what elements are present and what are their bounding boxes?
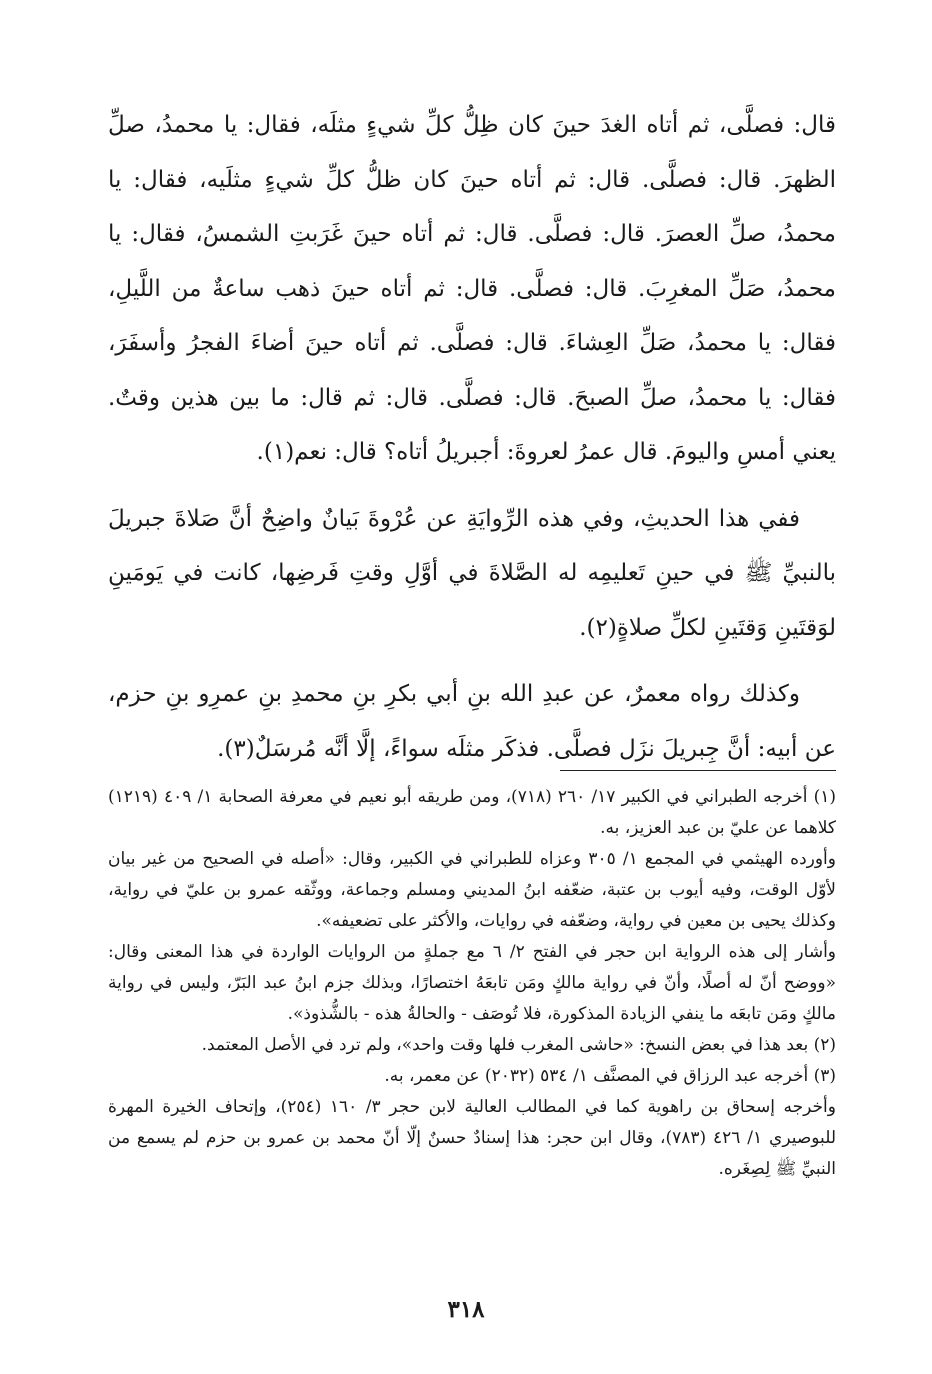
footnote-1-haythami: وأورده الهيثمي في المجمع ١/ ٣٠٥ وعزاه للطبراني في الكبير، وقال: «أصله في الصحيح من غير بيان لأوّل الوقت، وفيه أيوب بن عتبة، ضعّفه ابنُ المديني ومسلم وجماعة، ووثّقه عمرو بن عليّ في رواية، وكذلك يحيى بن معين في رواية، وضعّفه في روايات، والأكثر على تضعيفه».: [108, 849, 836, 931]
paragraph-mamar: وكذلك رواه معمرٌ، عن عبدِ الله بنِ أبي بكرِ بنِ محمدِ بنِ عمرِو بنِ حزم، عن أبيه: أنَّ جِبريلَ نزَل فصلَّى. فذكَر مثلَه سواءً، إلَّا أنَّه مُرسَلٌ(٣).: [108, 681, 836, 762]
footnote-1: (١) أخرجه الطبراني في الكبير ١٧/ ٢٦٠ (٧١٨)، ومن طريقه أبو نعيم في معرفة الصحابة ١/ ٤٠٩ (١٢١٩) كلاهما عن عليّ بن عبد العزيز، به.: [108, 787, 836, 838]
footnote-2: (٢) بعد هذا في بعض النسخ: «حاشى المغرب فلها وقت واحد»، ولم ترد في الأصل المعتمد.: [201, 1035, 836, 1055]
paragraph-hadith: قال: فصلَّى، ثم أتاه الغدَ حينَ كان ظِلُّ كلِّ شيءٍ مثلَه، فقال: يا محمدُ، صلِّ الظهرَ. قال: فصلَّى. قال: ثم أتاه حينَ كان ظلُّ كلِّ شيءٍ مثلَيه، فقال: يا محمدُ، صلِّ العصرَ. قال: فصلَّى. قال: ثم أتاه حينَ غَرَبتِ الشمسُ، فقال: يا محمدُ، صَلِّ المغرِبَ. قال: فصلَّى. قال: ثم أتاه حينَ ذهب ساعةٌ من اللَّيلِ، فقال: يا محمدُ، صَلِّ العِشاءَ. قال: فصلَّى. ثم أتاه حينَ أضاءَ الفجرُ وأسفَرَ، فقال: يا محمدُ، صلِّ الصبحَ. قال: فصلَّى. قال: ثم قال: ما بين هذين وقتٌ. يعني أمسِ واليومَ. قال عمرُ لعروةَ: أجبريلُ أتاه؟ قال: نعم(١).: [108, 112, 836, 465]
paragraph-commentary: ففي هذا الحديثِ، وفي هذه الرِّوايَةِ عن عُرْوةَ بَيانٌ واضِحٌ أنَّ صَلاةَ جبريلَ بالنبيِّ ﷺ في حينِ تَعليمِه له الصَّلاةَ في أوَّلِ وقتِ فَرضِها، كانت في يَومَينِ لوَقتَينِ وَقتَينِ لكلِّ صلاةٍ(٢).: [108, 505, 836, 641]
footnote-1-ibn-hajar: وأشار إلى هذه الرواية ابن حجر في الفتح ٢/ ٦ مع جملةٍ من الروايات الواردة في هذا المعنى وقال: «ووضح أنّ له أصلًا، وأنّ في رواية مالكٍ ومَن تابعَهُ اختصارًا، وبذلك جزم ابنُ عبد البَرّ، وليس في رواية مالكٍ ومَن تابعَه ما ينفي الزيادة المذكورة، فلا تُوصَف - والحالةُ هذه - بالشُّذوذ».: [108, 942, 836, 1024]
footnote-divider: [560, 770, 836, 771]
footnote-3-ishaq: وأخرجه إسحاق بن راهوية كما في المطالب العالية لابن حجر ٣/ ١٦٠ (٢٥٤)، وإتحاف الخيرة المهرة للبوصيري ١/ ٤٢٦ (٧٨٣)، وقال ابن حجر: هذا إسنادٌ حسنٌ إلّا أنّ محمد بن عمرو بن حزم لم يسمع من النبيِّ ﷺ لِصِغَره.: [108, 1097, 836, 1179]
main-text: [108, 98, 836, 776]
footnotes: [108, 782, 836, 1185]
page-number: ٣١٨: [447, 1296, 485, 1323]
footnote-3: (٣) أخرجه عبد الرزاق في المصنَّف ١/ ٥٣٤ (٢٠٣٢) عن معمر، به.: [384, 1066, 836, 1086]
